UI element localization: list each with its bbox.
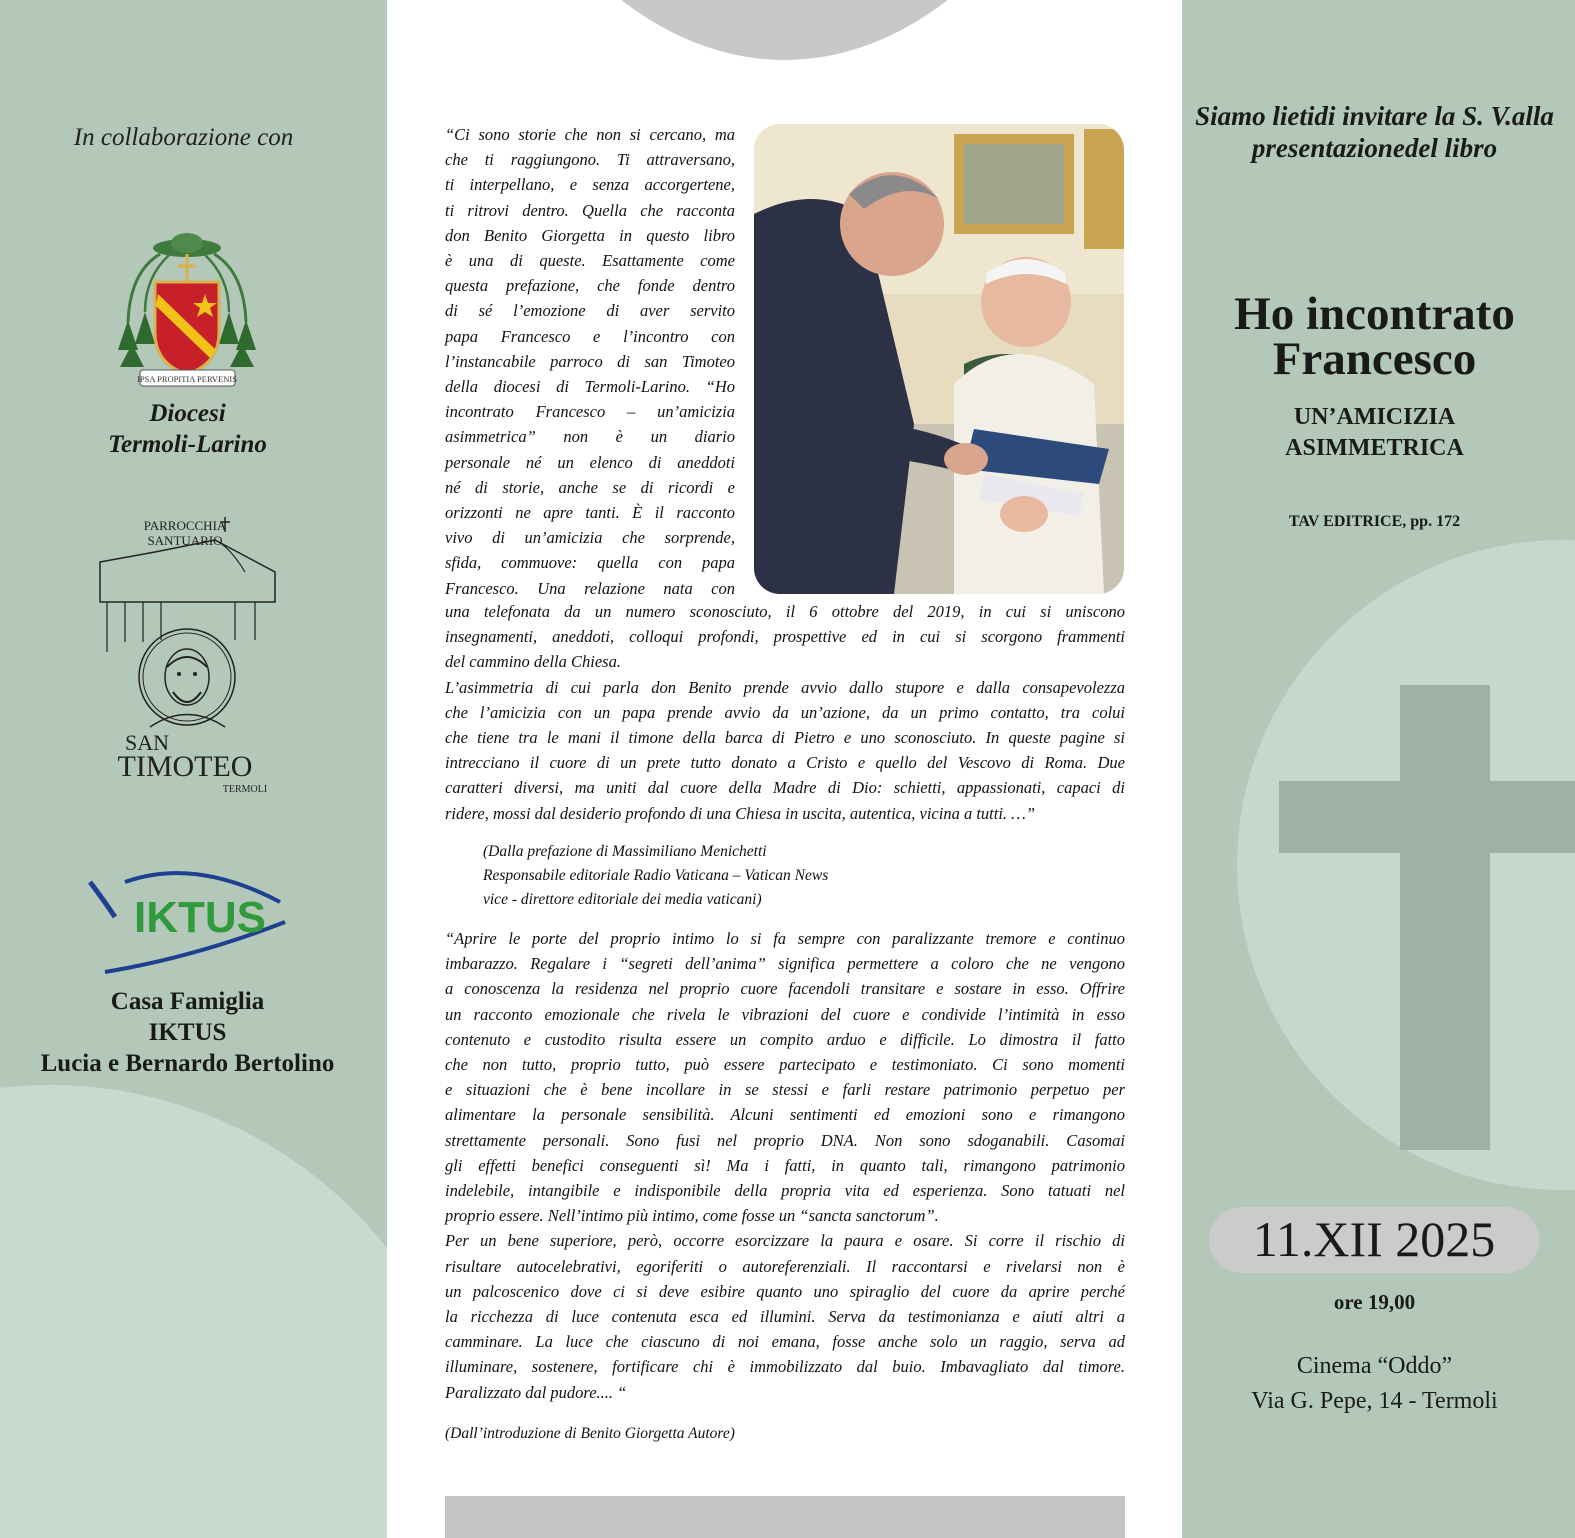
diocese-motto: IPSA PROPITIA PERVENIS	[137, 374, 237, 384]
svg-text:IKTUS: IKTUS	[134, 893, 266, 942]
credit-line: vice - direttore editoriale dei media vaticani)	[483, 891, 762, 908]
preface-line: sfida, commuove: quella con papa	[445, 553, 735, 573]
preface-line: caratteri diversi, ma uniti dal cuore della Madre di Dio: schietti, appassionati, capaci di	[445, 778, 1125, 798]
event-date: 11.XII 2025	[1252, 1211, 1496, 1267]
top-gray-arc	[387, 0, 1182, 60]
diocese-coat-of-arms	[110, 232, 265, 392]
preface-line: della diocesi di Termoli-Larino. “Ho	[445, 377, 735, 397]
book-title: Ho incontrato Francesco	[1234, 288, 1515, 385]
preface-line: né di storie, anche se di ricordi e	[445, 477, 735, 497]
introduction-line: Paralizzato dal pudore.... “	[445, 1382, 627, 1402]
preface-line: che ti raggiungono. Ti attraversano,	[445, 150, 735, 170]
introduction-line: “Aprire le porte del proprio intimo lo si fa sempre con paralizzante tremore e continuo	[445, 929, 1125, 948]
introduction-text	[445, 926, 1125, 1405]
preface-line: papa Francesco e l’incontro con	[445, 326, 735, 346]
svg-text:SAN: SAN	[125, 730, 170, 755]
introduction-line: a conoscenza la residenza nel proprio cuore facendoli transitare e sostare in esso. Offrire	[445, 979, 1125, 999]
preface-line: l’instancabile parroco di san Timoteo	[445, 351, 735, 371]
preface-line: è una di queste. Esattamente come	[445, 251, 735, 271]
preface-line: del cammino della Chiesa.	[445, 652, 621, 672]
introduction-line: risultare autocelebrativi, egoriferiti o autoreferenziali. Il raccontarsi e rivelarsi non è	[445, 1256, 1125, 1276]
right-panel	[1182, 0, 1575, 1538]
introduction-line: la ricchezza di luce contenuta esca ed illumini. Serva da testimonianza e aiuti altri a	[445, 1307, 1125, 1327]
preface-line: ridere, mossi dal desiderio profondo di una Chiesa in uscita, autentica, vicina a tutti. …”	[445, 803, 1036, 823]
preface-line: ti interpellano, e senza accorgertene,	[445, 175, 735, 195]
introduction-line: gli effetti benefici conseguenti sì! Ma i fatti, in quanto tali, rimangono patrimonio	[445, 1155, 1125, 1175]
introduction-line: strettamente personali. Sono fusi nel proprio DNA. Non sono sdoganabili. Casomai	[445, 1130, 1125, 1150]
preface-line: incontrato Francesco – un’amicizia	[445, 402, 735, 422]
introduction-line: Per un bene superiore, però, occorre esorcizzare la paura e osare. Si corre il rischio di	[445, 1231, 1125, 1251]
preface-line: che tiene tra le mani il timone della barca di Pietro e uno sconosciuto. In queste pagine si	[445, 728, 1125, 748]
cross-icon-horizontal	[1279, 781, 1575, 853]
preface-line: intrecciano il cuore di un prete tutto donato a Cristo e quello del Vescovo di Roma. Due	[445, 753, 1125, 773]
introduction-line: imbarazzo. Regalare i “segreti dell’anima” significa permettere a coloro che ne vengono	[445, 954, 1125, 974]
casa-famiglia-name: Casa Famiglia IKTUS Lucia e Bernardo Bertolino	[40, 988, 335, 1077]
preface-line: una telefonata da un numero sconosciuto, il 6 ottobre del 2019, in cui si uniscono	[445, 602, 1125, 621]
preface-text-wide	[445, 599, 1125, 826]
introduction-line: illuminare, sostenere, fortificare chi è immobilizzato dal buio. Imbavagliato dal timore.	[445, 1357, 1125, 1377]
introduction-line: contenuto e custodito risulta essere un compito arduo e difficile. Lo dimostra il fatto	[445, 1029, 1125, 1049]
preface-line: personale né un elenco di aneddoti	[445, 452, 735, 472]
preface-line: don Benito Giorgetta in questo libro	[445, 225, 735, 245]
preface-line: Francesco. Una relazione nata con	[445, 578, 735, 598]
invitation-text	[1182, 100, 1567, 164]
svg-text:TERMOLI: TERMOLI	[222, 784, 268, 795]
iktus-logo	[85, 862, 290, 977]
introduction-line: indelebile, intangibile e indisponibile della propria vita ed esperienza. Sono tatuati nel	[445, 1181, 1125, 1201]
san-timoteo-parish-logo	[95, 512, 280, 797]
preface-line: “Ci sono storie che non si cercano, ma	[445, 125, 735, 144]
introduction-line: che non tutto, proprio tutto, può essere partecipato e testimoniato. Ci sono momenti	[445, 1055, 1125, 1075]
svg-text:PARROCCHIA: PARROCCHIA	[143, 518, 227, 533]
credit-line: Responsabile editoriale Radio Vaticana – Vatican News	[483, 867, 829, 884]
invitation-line: Siamo lieti	[1195, 101, 1315, 131]
preface-line: di sé l’emozione di aver servito	[445, 301, 735, 321]
introduction-line: camminare. La luce che ciascuno di noi emana, fosse anche solo un raggio, serva ad	[445, 1332, 1125, 1352]
credit-line: (Dalla prefazione di Massimiliano Menichetti	[483, 843, 767, 860]
invitation-line: alla presentazione	[1251, 101, 1554, 163]
decorative-arc	[0, 1085, 387, 1538]
invitation-line: del libro	[1404, 133, 1498, 163]
collaboration-label: In collaborazione con	[73, 124, 294, 151]
preface-line: che l’amicizia con un papa prende avvio da un’azione, da un primo contatto, tra colui	[445, 702, 1125, 722]
diocese-name: Diocesi Termoli-Larino	[108, 400, 267, 458]
preface-line: L’asimmetria di cui parla don Benito prende avvio dallo stupore e dalla consapevolezza	[445, 677, 1125, 697]
publisher-info: TAV EDITRICE, pp. 172	[1288, 513, 1461, 530]
preface-text-narrow	[445, 122, 735, 601]
introduction-line: un racconto emozionale che rivela le vibrazioni del cuore e condivide l’intimità in esso	[445, 1004, 1125, 1024]
bottom-gray-bar	[445, 1496, 1125, 1538]
book-subtitle: UN’AMICIZIA ASIMMETRICA	[1285, 404, 1464, 461]
svg-text:SANTUARIO: SANTUARIO	[147, 533, 223, 548]
introduction-line: alimentare la personale sensibilità. Alcuni sentimenti ed emozioni sono e rimangono	[445, 1105, 1125, 1125]
event-time: ore 19,00	[1333, 1290, 1416, 1314]
preface-line: orizzonti ne apre tanti. È il racconto	[445, 503, 735, 523]
photo-pope-francis-meeting	[754, 124, 1124, 594]
left-panel	[0, 0, 387, 1538]
introduction-line: e situazioni che è bene incollare in se stessi e farli restare patrimonio perpetuo per	[445, 1080, 1125, 1100]
event-venue: Cinema “Oddo” Via G. Pepe, 14 - Termoli	[1251, 1353, 1498, 1414]
preface-line: insegnamenti, aneddoti, colloqui profondi, prospettive ed in cui si scorgono frammenti	[445, 627, 1125, 647]
preface-line: questa prefazione, che fonde dentro	[445, 276, 735, 296]
preface-line: asimmetrica” non è un diario	[445, 427, 735, 447]
preface-credit	[483, 840, 1083, 912]
center-panel	[387, 0, 1182, 1538]
introduction-line: proprio essere. Nell’intimo più intimo, come fosse un “sancta sanctorum”.	[445, 1206, 939, 1226]
invitation-line: di invitare la S. V.	[1314, 101, 1512, 131]
introduction-credit: (Dall’introduzione di Benito Giorgetta Autore)	[445, 1425, 735, 1442]
preface-line: vivo di un’amicizia che sorprende,	[445, 528, 735, 548]
preface-line: ti ritrovi dentro. Quella che racconta	[445, 200, 735, 220]
svg-text:TIMOTEO: TIMOTEO	[117, 750, 253, 783]
cross-icon-vertical	[1400, 685, 1490, 1150]
introduction-line: un palcoscenico dove ci si deve esibire quanto uno spiraglio del cuore da aprire perché	[445, 1281, 1125, 1301]
